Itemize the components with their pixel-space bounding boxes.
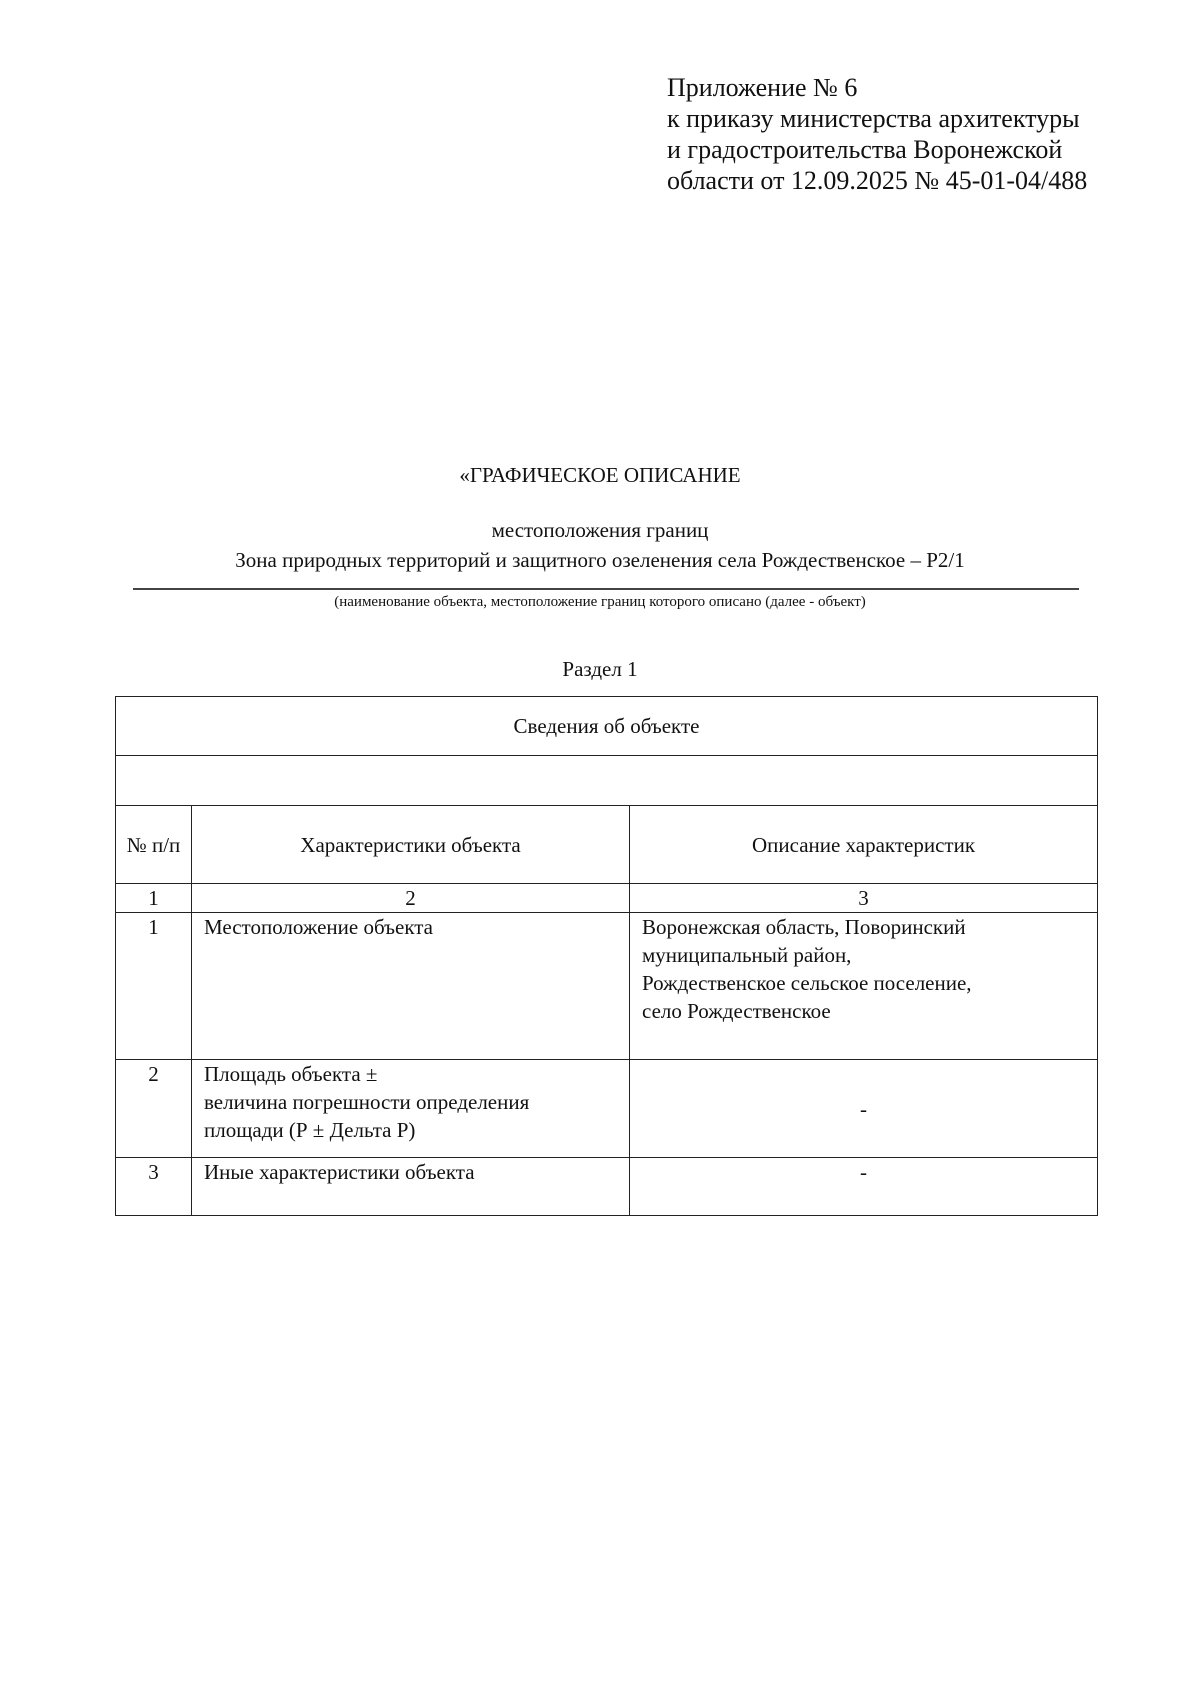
description-line: Воронежская область, Поворинский xyxy=(642,915,966,939)
object-name: Зона природных территорий и защитного озеленения села Рождественское – P2/1 xyxy=(235,548,965,572)
row-num: 1 xyxy=(116,913,192,1060)
table-row xyxy=(116,913,1098,1060)
characteristic-line: Площадь объекта ± xyxy=(204,1062,378,1086)
section-title: Раздел 1 xyxy=(562,657,638,681)
row-characteristic: Иные характеристики объекта xyxy=(192,1158,630,1216)
table-title: Сведения об объекте xyxy=(116,697,1098,756)
description-line: Рождественское сельское поселение, xyxy=(642,971,972,995)
row-characteristic xyxy=(192,1060,630,1158)
characteristic-line: площади (Р ± Дельта Р) xyxy=(204,1118,416,1142)
characteristic-line: величина погрешности определения xyxy=(204,1090,530,1114)
description-line: село Рождественское xyxy=(642,999,831,1023)
column-number: 3 xyxy=(630,884,1098,913)
table-row xyxy=(116,1060,1098,1158)
object-info-table xyxy=(115,696,1098,1216)
row-num: 2 xyxy=(116,1060,192,1158)
header-description: Описание характеристик xyxy=(630,806,1098,884)
document-subtitle: местоположения границ xyxy=(491,518,709,542)
column-number: 2 xyxy=(192,884,630,913)
column-number: 1 xyxy=(116,884,192,913)
object-name-caption: (наименование объекта, местоположение границ которого описано (далее - объект) xyxy=(334,594,866,610)
empty-row xyxy=(116,756,1098,806)
appendix-line: области от 12.09.2025 № 45-01-04/488 xyxy=(667,166,1088,195)
appendix-line: и градостроительства Воронежской xyxy=(667,135,1063,164)
table-row xyxy=(116,1158,1098,1216)
header-num: № п/п xyxy=(116,806,192,884)
row-description: - xyxy=(630,1060,1098,1158)
divider xyxy=(133,588,1079,590)
appendix-line: Приложение № 6 xyxy=(667,73,858,102)
appendix-header xyxy=(667,72,1087,196)
description-line: муниципальный район, xyxy=(642,943,852,967)
row-description xyxy=(630,913,1098,1060)
row-characteristic: Местоположение объекта xyxy=(192,913,630,1060)
row-description: - xyxy=(630,1158,1098,1216)
appendix-line: к приказу министерства архитектуры xyxy=(667,104,1080,133)
row-num: 3 xyxy=(116,1158,192,1216)
header-characteristic: Характеристики объекта xyxy=(192,806,630,884)
document-title: «ГРАФИЧЕСКОЕ ОПИСАНИЕ xyxy=(459,463,741,487)
